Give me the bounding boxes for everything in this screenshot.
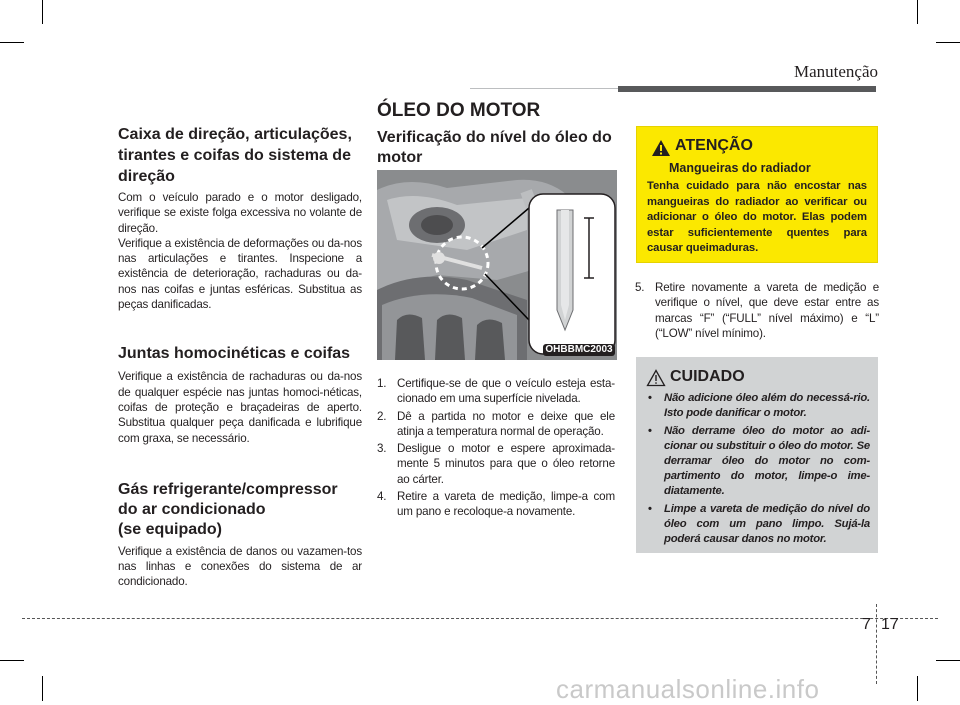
step-2-number: 2. [377, 409, 387, 423]
engine-oil-title: ÓLEO DO MOTOR [377, 100, 541, 121]
heading-ac-line-2: do ar condicionado [118, 500, 266, 518]
cv-joints-paragraph: Verifique a existência de rachaduras ou da-nos de qualquer espécie nas juntas homoci-néticas, coifas de proteção e braçadeiras de aperto. Substitua qualquer peça danificada e lubrifique com graxa, se necessário. [118, 370, 362, 445]
step-1-number: 1. [377, 377, 387, 390]
caution-item-3-text: Limpe a vareta de medição do nível do óleo com um pano limpo. Sujá-la poderá causar danos no motor. [664, 503, 870, 545]
crop-mark-bl-v [42, 676, 43, 701]
caution-triangle-icon [646, 369, 666, 387]
heading-steering: Caixa de direção, articulações, tirantes e coifas do sistema de direção [118, 126, 352, 185]
step-5-number: 5. [635, 281, 645, 294]
caution-item-2: • Não derrame óleo do motor ao adi-cionar ou substituir o óleo do motor. Se derramar óleo do motor no com-partimento do motor, limpe-o ime-diatamente. [648, 425, 870, 497]
warning-title: ATENÇÃO [675, 137, 753, 154]
oil-check-subtitle: Verificação do nível do óleo do motor [377, 129, 612, 166]
section-title: Manutenção [793, 62, 878, 81]
crop-mark-tl-h [0, 42, 24, 43]
chapter-number: 7 [862, 616, 871, 633]
caution-list-wrap [644, 391, 870, 550]
caution-item-2-text: Não derrame óleo do motor ao adi-cionar ou substituir o óleo do motor. Se derramar óleo do motor no com-partimento do motor, limpe-o ime-diatamente. [664, 425, 870, 497]
crop-mark-bl-h [0, 660, 24, 661]
heading-ac-line-3: (se equipado) [118, 520, 223, 538]
header-rule [470, 88, 620, 89]
page-number: 17 [881, 616, 899, 633]
step-3-number: 3. [377, 442, 387, 456]
crop-mark-br-h [936, 660, 960, 661]
image-code-label: OHBBMC2003 [545, 344, 613, 355]
footer-dashed-divider [876, 604, 877, 684]
step-5 [635, 280, 879, 341]
crop-mark-tl-v [42, 0, 43, 24]
caution-list [644, 391, 870, 547]
watermark: carmanualsonline.info [556, 674, 820, 704]
header-bar [618, 86, 876, 92]
caution-item-1-text: Não adicione óleo além do necessá-rio. Isto pode danificar o motor. [664, 392, 870, 419]
steering-paragraph-1: Com o veículo parado e o motor desligado, verifique se existe folga excessiva no volante de direção. [118, 191, 362, 235]
step-4-number: 4. [377, 490, 387, 504]
oil-check-steps [377, 376, 615, 522]
caution-item-3: • Limpe a vareta de medição do nível do óleo com um pano limpo. Sujá-la poderá causar danos no motor. [648, 503, 870, 545]
caution-header [646, 368, 846, 390]
engine-oil-illustration [377, 170, 617, 360]
heading-ac-line-1: Gás refrigerante/compressor [118, 480, 338, 498]
step-2-text: Dê a partida no motor e deixe que ele atinja a temperatura normal de operação. [397, 409, 615, 438]
step-4-text: Retire a vareta de medição, limpe-a com um pano e recoloque-a novamente. [397, 490, 615, 519]
caution-box [636, 357, 878, 553]
caution-title: CUIDADO [670, 368, 745, 385]
step-3-text: Desligue o motor e espere aproximada-mente 5 minutos para que o óleo retorne ao cárter. [397, 442, 615, 486]
crop-mark-br-v [917, 676, 918, 701]
warning-subtitle: Mangueiras do radiador [669, 161, 811, 175]
step-4 [377, 489, 615, 520]
crop-mark-tr-v [917, 0, 918, 24]
step-5-text: Retire novamente a vareta de medição e verifique o nível, que deve estar entre as marcas “F” (“FULL” nível máximo) e “L” (“LOW” nível mínimo). [655, 281, 879, 340]
heading-ac [118, 480, 362, 540]
step-2 [377, 409, 615, 440]
middle-column [377, 100, 617, 168]
step-1 [377, 376, 615, 407]
warning-triangle-icon [651, 139, 671, 157]
step-3 [377, 441, 615, 487]
ac-paragraph: Verifique a existência de danos ou vazamen-tos nas linhas e conexões do sistema de ar condicionado. [118, 544, 362, 589]
crop-mark-tr-h [936, 42, 960, 43]
caution-item-1: • Não adicione óleo além do necessá-rio. Isto pode danificar o motor. [648, 392, 870, 419]
step-5-block [635, 280, 879, 343]
heading-cv-joints: Juntas homocinéticas e coifas [118, 345, 351, 363]
warning-box [636, 126, 878, 263]
steering-paragraph-2: Verifique a existência de deformações ou da-nos nas articulações e tirantes. Inspecione a existência de deterioração, rachaduras ou da-nos nas coifas e juntas esféricas. Substitua as peças danificadas. [118, 236, 362, 312]
left-column [118, 124, 362, 590]
footer-dashed-rule [22, 618, 938, 619]
engine-illustration-svg [377, 170, 617, 360]
warning-text: Tenha cuidado para não encostar nas mangueiras do radiador ao verificar ou adicionar o óleo do motor. Elas podem estar suficientemente quentes para causar queimaduras. [647, 180, 867, 255]
step-1-text: Certifique-se de que o veículo esteja esta-cionado em uma superfície nivelada. [397, 377, 615, 406]
